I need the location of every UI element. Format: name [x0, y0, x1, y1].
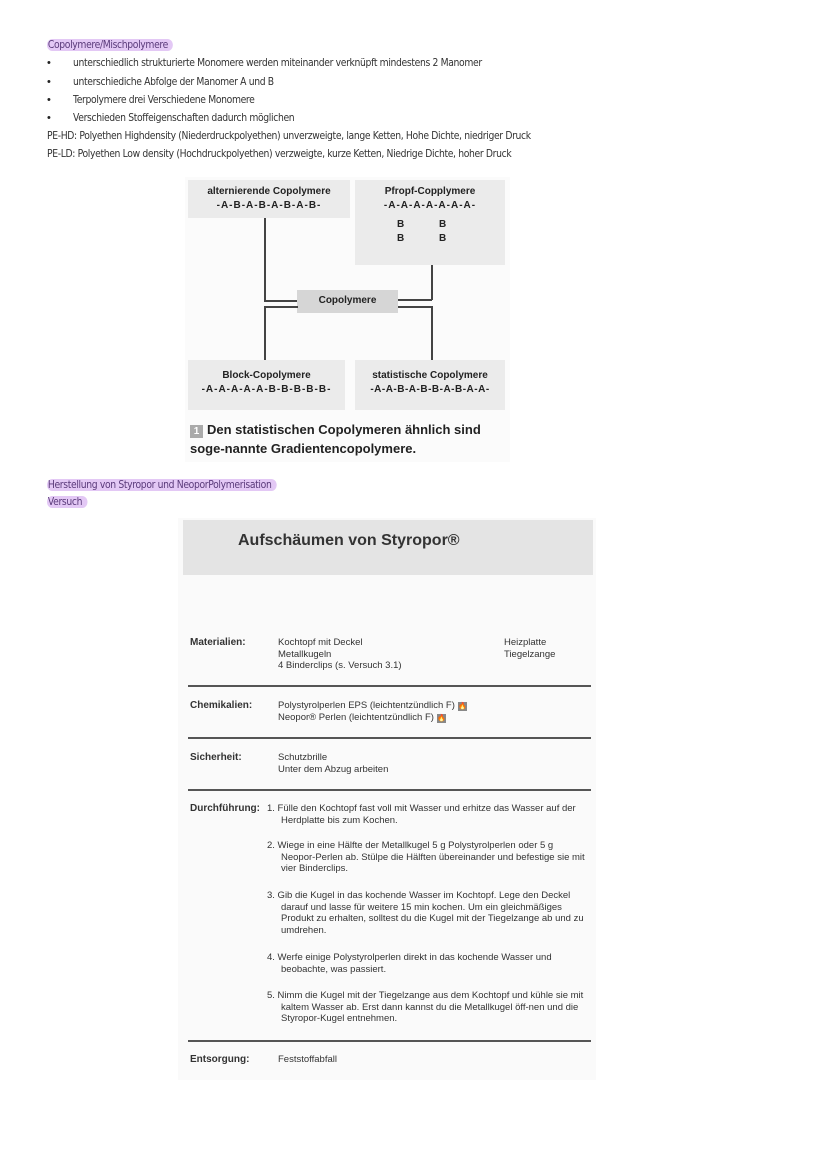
experiment-title-bar: Aufschäumen von Styropor® [183, 520, 593, 575]
pe-ld-note: PE-LD: Polyethen Low density (Hochdruckpolyethen) verzweigte, kurze Ketten, Niedrige Dichte, hoher Druck [47, 148, 512, 160]
heading-herstellung: Herstellung von Styropor und NeoporPolymerisation [47, 479, 277, 491]
experiment-sheet [178, 518, 596, 1080]
bullet-marker: • [47, 94, 51, 106]
copolymer-diagram [185, 177, 510, 462]
step-1: 1. Fülle den Kochtopf fast voll mit Wasser und erhitze das Wasser auf der Herdplatte bis zum Kochen. [267, 803, 576, 826]
diagram-caption: 1 Den statistischen Copolymeren ähnlich sind soge-nannte Gradientencopolymere. [190, 422, 481, 456]
pe-hd-note: PE-HD: Polyethen Highdensity (Niederdruckpolyethen) unverzweigte, lange Ketten, Hohe Dichte, niedriger Druck [47, 130, 531, 142]
bullet-marker: • [47, 112, 51, 124]
safety-label: Sicherheit: [190, 752, 242, 763]
step-2: 2. Wiege in eine Hälfte der Metallkugel 5 g Polystyrolperlen oder 5 g Neopor-Perlen ab. Stülpe die Hälften übereinander und befestige sie mit vier Binderclips. [267, 840, 585, 874]
materials-right: Heizplatte Tiegelzange [504, 637, 556, 660]
branch-b: B [397, 233, 405, 244]
bullet-item: Terpolymere drei Verschiedene Monomere [73, 94, 255, 106]
bullet-item: Verschieden Stoffeigenschaften dadurch möglichen [73, 112, 295, 124]
flammable-icon: 🔥 [437, 714, 446, 722]
flammable-icon: 🔥 [458, 703, 467, 710]
step-4: 4. Werfe einige Polystyrolperlen direkt in das kochende Wasser und beobachte, was passiert. [267, 952, 552, 975]
branch-b: B [397, 219, 405, 230]
block-box: Block-Copolymere -A-A-A-A-A-B-B-B-B-B- [188, 360, 345, 410]
bullet-marker: • [47, 57, 51, 69]
step-5: 5. Nimm die Kugel mit der Tiegelzange aus dem Kochtopf und kühle sie mit kaltem Wasser ab. Erst dann kannst du die Metallkugel öff-nen und die Styropor-Kugel entnehmen. [267, 990, 584, 1024]
chemicals-label: Chemikalien: [190, 700, 253, 711]
copolymere-center-box: Copolymere [297, 290, 398, 313]
safety-list: Schutzbrille Unter dem Abzug arbeiten [278, 752, 389, 775]
graft-box: Pfropf-Copplymere -A-A-A-A-A-A-A- B B B B [355, 180, 505, 265]
chemicals-list: Polystyrolperlen EPS (leichtentzündlich F) 🔥 Neopor® Perlen (leichtentzündlich F) 🔥 [278, 700, 467, 723]
materials-label: Materialien: [190, 637, 246, 648]
materials-list: Kochtopf mit Deckel Metallkugeln 4 Binderclips (s. Versuch 3.1) [278, 637, 402, 671]
statistical-box: statistische Copolymere -A-A-B-A-B-B-A-B-A-A- [355, 360, 505, 410]
procedure-label: Durchführung: [190, 803, 260, 814]
bullet-item: unterschiedlich strukturierte Monomere werden miteinander verknüpft mindestens 2 Manomer [73, 57, 482, 69]
disposal-value: Feststoffabfall [278, 1054, 337, 1065]
heading-copolymere: Copolymere/Mischpolymere [47, 39, 173, 51]
alternating-box: alternierende Copolymere -A-B-A-B-A-B-A-B- [188, 180, 350, 218]
branch-b: B [439, 233, 447, 244]
disposal-label: Entsorgung: [190, 1054, 250, 1065]
heading-versuch: Versuch [47, 496, 87, 508]
bullet-item: unterschiediche Abfolge der Manomer A und B [73, 76, 274, 88]
branch-b: B [439, 219, 447, 230]
step-3: 3. Gib die Kugel in das kochende Wasser im Kochtopf. Lege den Deckel darauf und lasse für weitere 15 min kochen. Um ein gleichmäßiges Produkt zu erhalten, solltest du die Kugel mit der Tiegelzange ab und zu umdrehen. [267, 890, 584, 936]
bullet-marker: • [47, 76, 51, 88]
